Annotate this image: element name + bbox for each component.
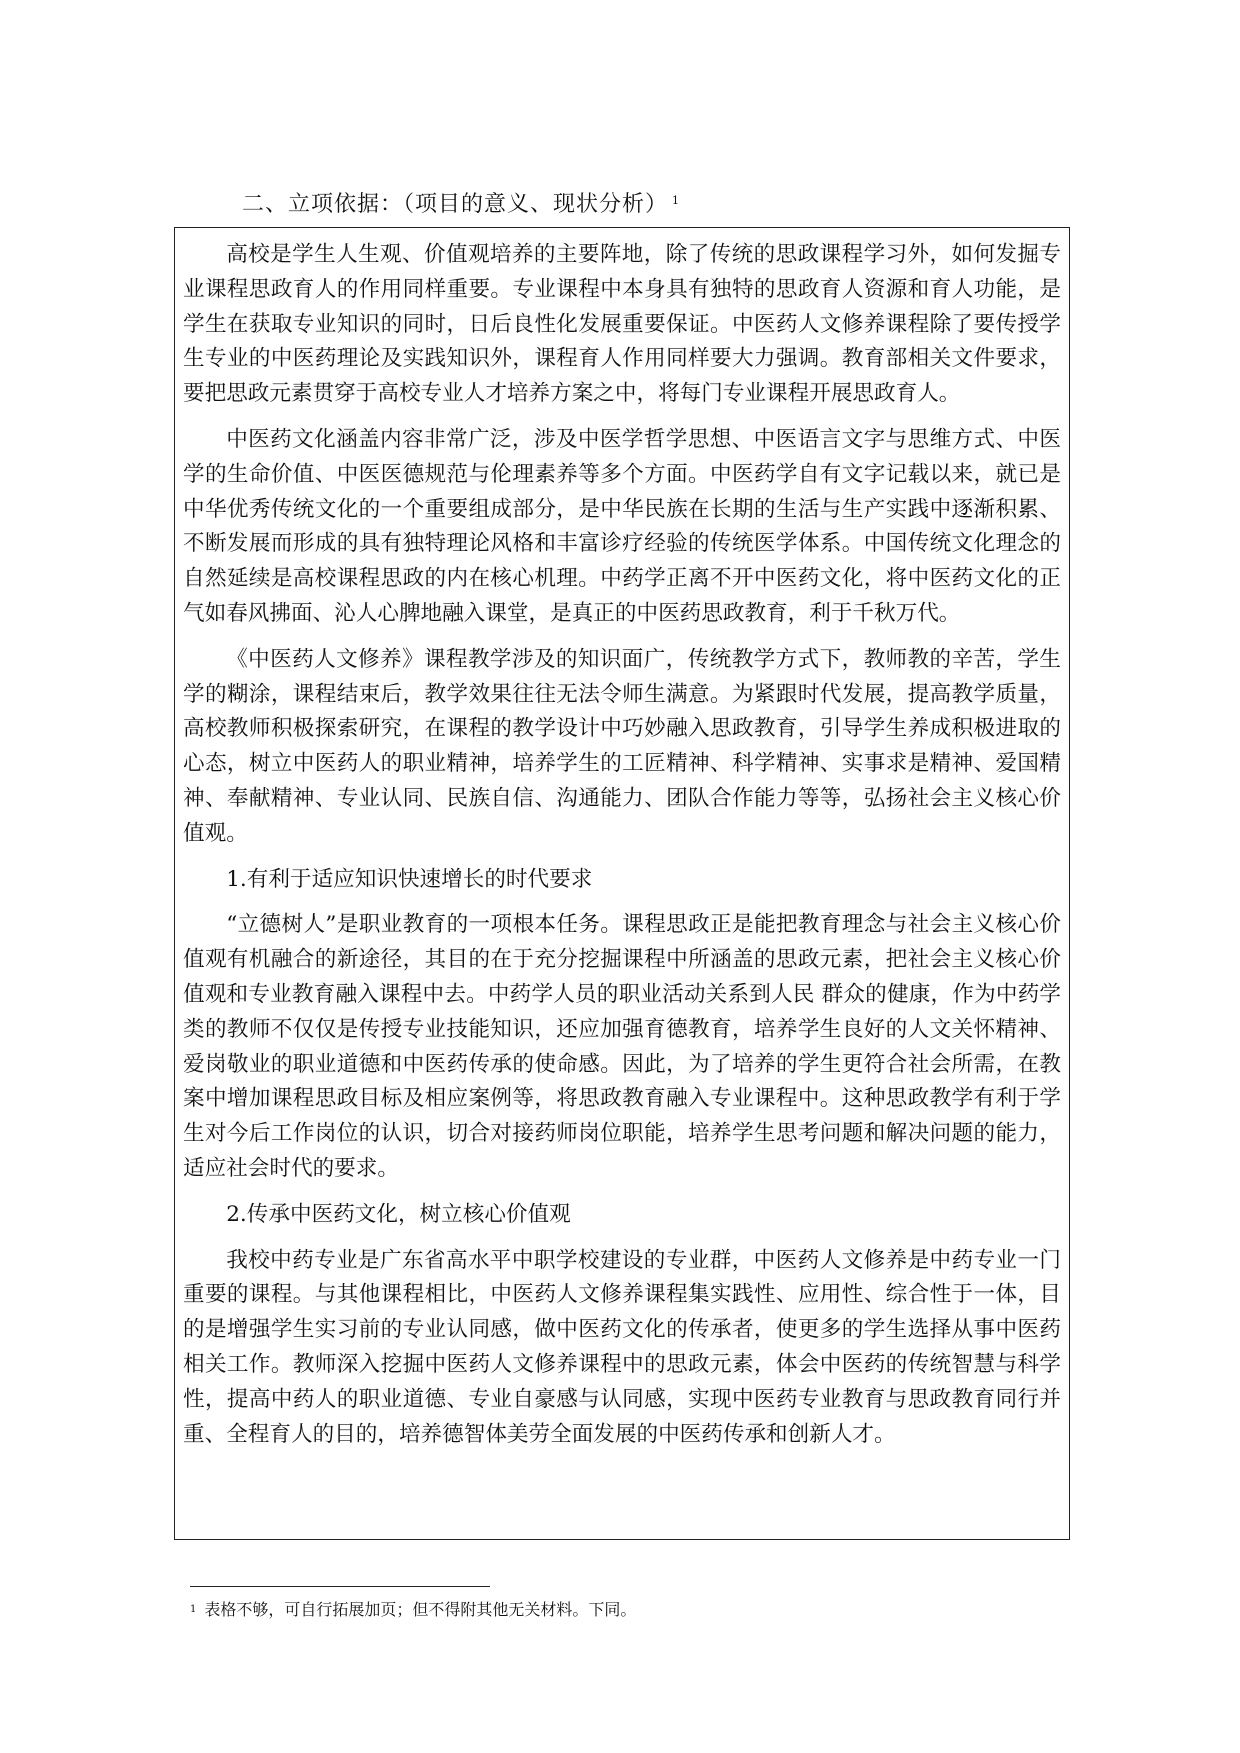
section-heading [242,190,680,220]
footnote [190,1598,636,1622]
subsection-title-1: 1.有利于适应知识快速增长的时代要求 [226,866,593,892]
footnote-text: 表格不够，可自行拓展加页；但不得附其他无关材料。下同。 [204,1600,637,1619]
footnote-reference-marker: 1 [672,194,681,207]
paragraph-tcm-culture: 中医药文化涵盖内容非常广泛，涉及中医学哲学思想、中医语言文字与思维方式、中医学的生命价值、中医医德规范与伦理素养等多个方面。中医药学自有文字记载以来，就已是中华优秀传统文化的一个重要组成部分，是中华民族在长期的生活与生产实践中逐渐积累、不断发展而形成的具有独特理论风格和丰富诊疗经验的传统医学体系。中国传统文化理念的自然延续是高校课程思政的内在核心机理。中药学正离不开中医药文化，将中医药文化的正气如春风拂面、沁人心脾地融入课堂，是真正的中医药思政教育，利于千秋万代。 [183,426,1061,626]
paragraph-course-teaching: 《中医药人文修养》课程教学涉及的知识面广，传统教学方式下，教师教的辛苦，学生学的糊涂，课程结束后，教学效果往往无法令师生满意。为紧跟时代发展，提高教学质量，高校教师积极探索研究，在课程的教学设计中巧妙融入思政教育，引导学生养成积极进取的心态，树立中医药人的职业精神，培养学生的工匠精神、科学精神、实事求是精神、爱国精神、奉献精神、专业认同、民族自信、沟通能力、团队合作能力等等，弘扬社会主义核心价值观。 [183,646,1061,846]
paragraph-significance: 高校是学生人生观、价值观培养的主要阵地，除了传统的思政课程学习外，如何发掘专业课程思政育人的作用同样重要。专业课程中本身具有独特的思政育人资源和育人功能，是学生在获取专业知识的同时，日后良性化发展重要保证。中医药人文修养课程除了要传授学生专业的中医药理论及实践知识外，课程育人作用同样要大力强调。教育部相关文件要求，要把思政元素贯穿于高校专业人才培养方案之中，将每门专业课程开展思政育人。 [183,242,1061,407]
subsection-body-2: 我校中药专业是广东省高水平中职学校建设的专业群，中医药人文修养是中药专业一门重要的课程。与其他课程相比，中医药人文修养课程集实践性、应用性、综合性于一体，目的是增强学生实习前的专业认同感，做中医药文化的传承者，使更多的学生选择从事中医药相关工作。教师深入挖掘中医药人文修养课程中的思政元素，体会中医药的传统智慧与科学性，提高中药人的职业道德、专业自豪感与认同感，实现中医药专业教育与思政教育同行并重、全程育人的目的，培养德智体美劳全面发展的中医药传承和创新人才。 [183,1247,1061,1447]
footnote-divider [190,1586,490,1587]
section-heading-text: 二、立项依据：（项目的意义、现状分析） [242,192,669,217]
subsection-body-1: “立德树人”是职业教育的一项根本任务。课程思政正是能把教育理念与社会主义核心价值观有机融合的新途径，其目的在于充分挖掘课程中所涵盖的思政元素，把社会主义核心价值观和专业教育融入课程中去。中药学人员的职业活动关系到人民 群众的健康，作为中药学类的教师不仅仅是传授专业技能知识，还应加强育德教育，培养学生良好的人文关怀精神、爱岗敬业的职业道德和中医药传承的使命感。因此，为了培养的学生更符合社会所需，在教案中增加课程思政目标及相应案例等，将思政教育融入专业课程中。这种思政教学有利于学生对今后工作岗位的认识，切合对接药师岗位职能，培养学生思考问题和解决问题的能力，适应社会时代的要求。 [183,912,1061,1181]
content-box [174,227,1070,1540]
subsection-title-2: 2.传承中医药文化，树立核心价值观 [226,1201,571,1227]
footnote-marker: 1 [190,1604,197,1615]
